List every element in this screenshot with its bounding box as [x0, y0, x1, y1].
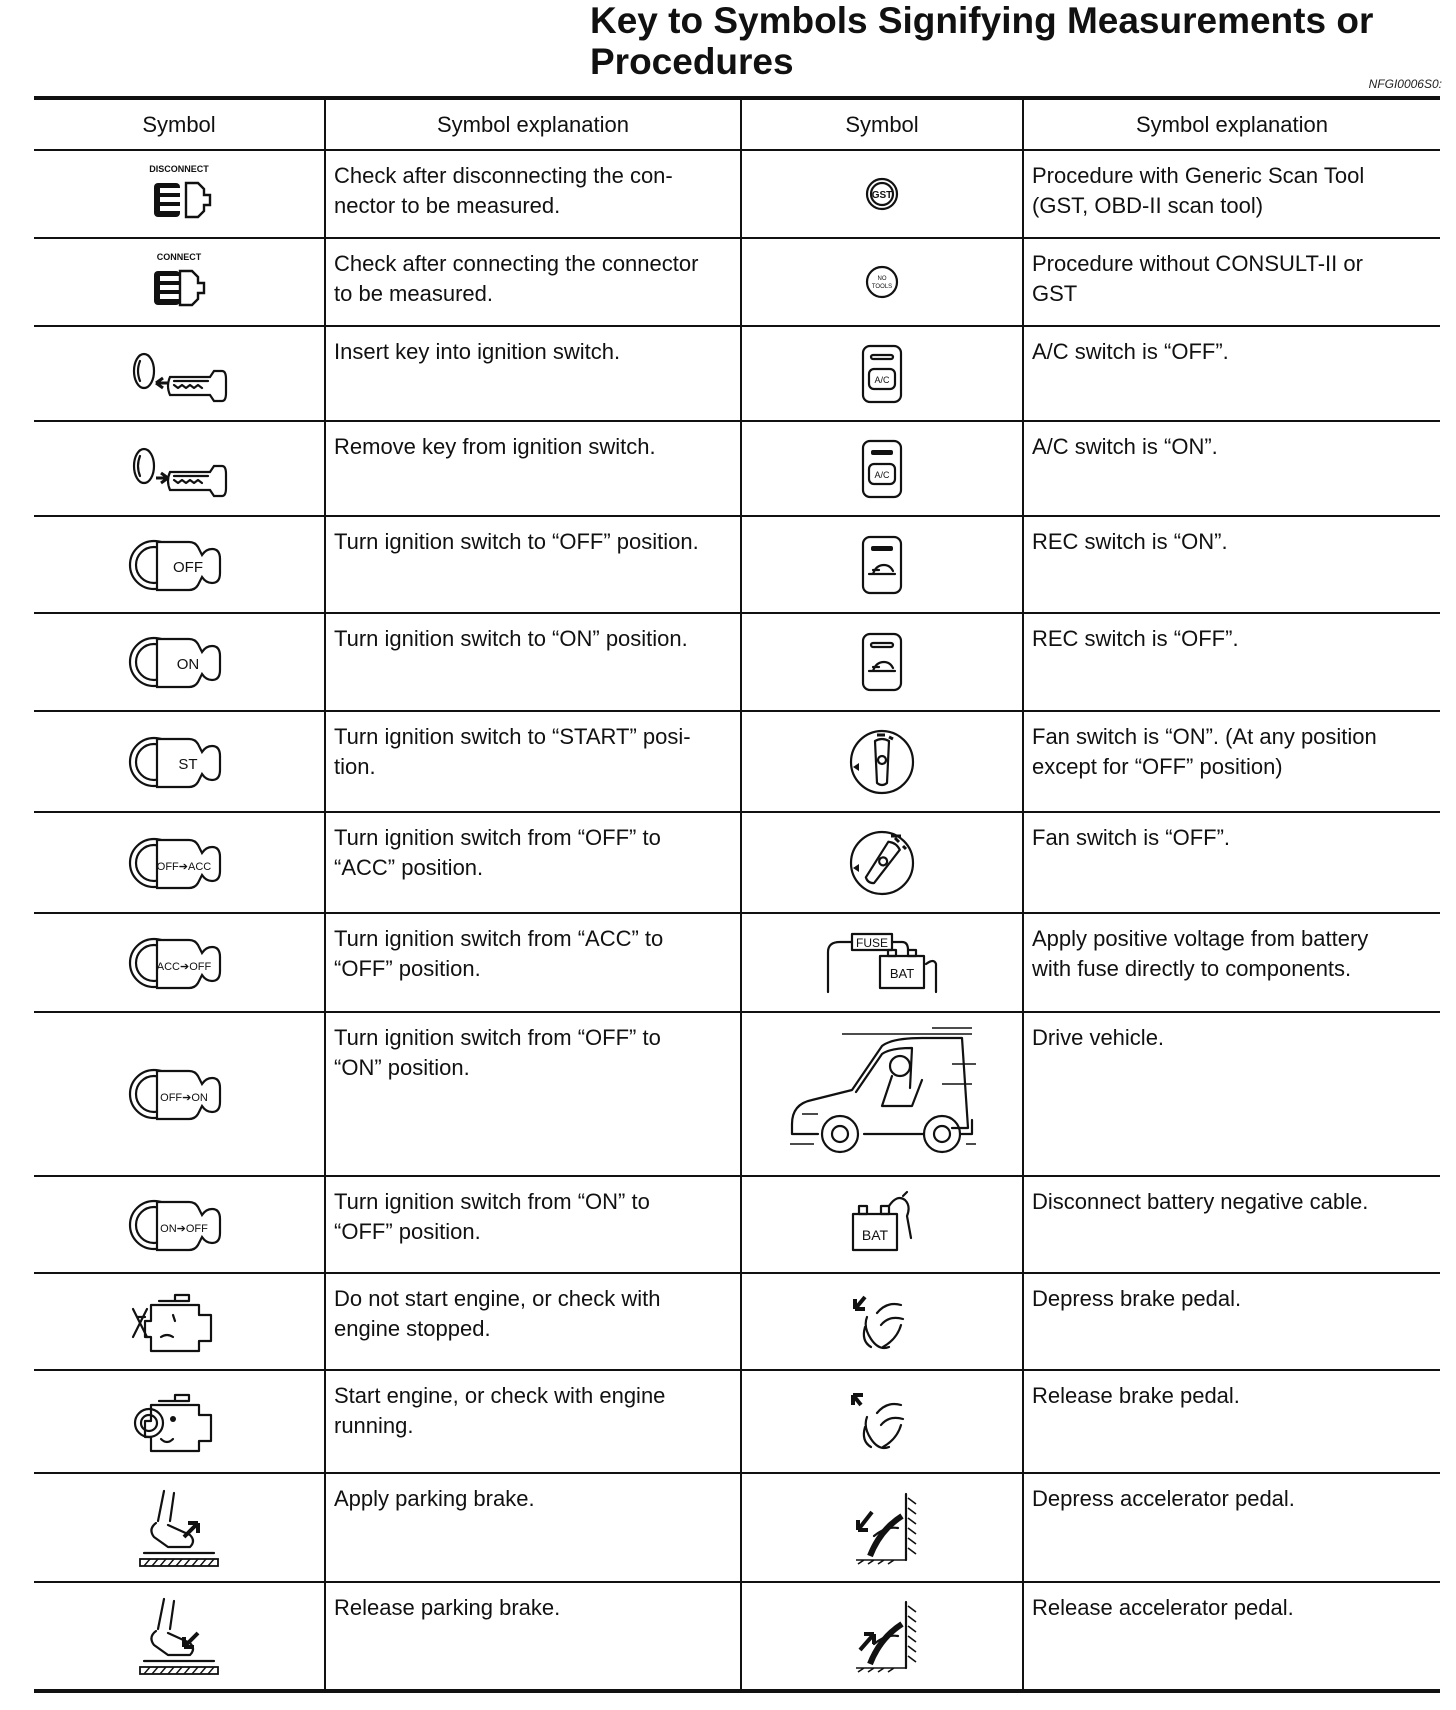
- table-row: [34, 711, 1440, 812]
- symbol-explanation: Fan switch is “ON”. (At any position except for “OFF” position): [1023, 711, 1440, 812]
- symbol-explanation: Insert key into ignition switch.: [325, 326, 741, 421]
- symbol-cell: [34, 421, 325, 516]
- fuse-battery-icon: [822, 935, 942, 981]
- symbol-cell: [741, 913, 1023, 1012]
- apply-parking-brake-icon: [134, 1519, 224, 1536]
- table-row: [34, 421, 1440, 516]
- symbol-cell: [741, 421, 1023, 516]
- table-row: [34, 1176, 1440, 1273]
- symbol-explanation: REC switch is “OFF”.: [1023, 613, 1440, 711]
- connect-connector-icon: [134, 252, 224, 290]
- column-header-explanation: Symbol explanation: [1023, 98, 1440, 150]
- page-title: Key to Symbols Signifying Measurements or Procedures: [590, 0, 1374, 82]
- symbol-cell: [741, 1176, 1023, 1273]
- ignition-on-icon: [124, 653, 234, 673]
- no-tools-icon: [862, 273, 902, 290]
- symbol-explanation: Turn ignition switch to “OFF” position.: [325, 516, 741, 613]
- release-brake-pedal-icon: [847, 1413, 917, 1430]
- table-header-row: [34, 98, 1440, 150]
- symbol-explanation: Release accelerator pedal.: [1023, 1582, 1440, 1691]
- symbol-cell: [34, 1012, 325, 1176]
- svg-text:ST: ST: [178, 755, 198, 773]
- document-code: NFGI0006S0:: [1368, 77, 1442, 91]
- fan-switch-on-icon: [847, 753, 917, 770]
- battery-disconnect-icon: [847, 1216, 917, 1243]
- table-row: [34, 326, 1440, 421]
- symbol-cell: [741, 238, 1023, 326]
- table-row: [34, 1582, 1440, 1691]
- release-parking-brake-icon: [134, 1627, 224, 1644]
- table-row: [34, 1012, 1440, 1176]
- column-header-symbol: Symbol: [34, 98, 325, 150]
- table-row: [34, 516, 1440, 613]
- symbol-explanation: Check after disconnecting the con- nector to be measured.: [325, 150, 741, 238]
- svg-text:BAT: BAT: [861, 1226, 889, 1243]
- symbol-explanation: Apply positive voltage from battery with fuse directly to components.: [1023, 913, 1440, 1012]
- ignition-acc-to-off-icon: [124, 954, 234, 971]
- table-row: [34, 613, 1440, 711]
- svg-text:TOOLS: TOOLS: [871, 284, 893, 290]
- ignition-on-to-off-icon: [124, 1216, 234, 1233]
- table-row: [34, 1473, 1440, 1582]
- svg-text:BAT: BAT: [889, 965, 915, 981]
- symbol-explanation: Turn ignition switch from “ACC” to “OFF” position.: [325, 913, 741, 1012]
- ignition-off-icon: [124, 556, 234, 576]
- depress-brake-pedal-icon: [847, 1313, 917, 1330]
- rec-switch-off-icon: [857, 653, 907, 670]
- symbol-explanation: Drive vehicle.: [1023, 1012, 1440, 1176]
- svg-text:CONNECT: CONNECT: [156, 252, 202, 262]
- symbol-explanation: A/C switch is “ON”.: [1023, 421, 1440, 516]
- symbol-explanation: Turn ignition switch to “ON” position.: [325, 613, 741, 711]
- table-row: [34, 238, 1440, 326]
- svg-text:OFF➔ON: OFF➔ON: [160, 1092, 208, 1104]
- svg-text:ACC➔OFF: ACC➔OFF: [156, 960, 212, 973]
- symbol-cell: [34, 1473, 325, 1582]
- symbol-cell: [741, 150, 1023, 238]
- table-row: [34, 1273, 1440, 1370]
- disconnect-connector-icon: [134, 164, 224, 202]
- symbol-explanation: Turn ignition switch from “ON” to “OFF” position.: [325, 1176, 741, 1273]
- symbol-cell: [741, 812, 1023, 913]
- symbol-cell: [741, 613, 1023, 711]
- symbol-cell: [741, 1012, 1023, 1176]
- symbol-cell: [34, 326, 325, 421]
- depress-accelerator-icon: [846, 1519, 918, 1536]
- symbol-cell: [34, 711, 325, 812]
- symbol-explanation: Check after connecting the connector to be measured.: [325, 238, 741, 326]
- gst-icon: [862, 185, 902, 202]
- symbol-explanation: Turn ignition switch from “OFF” to “ON” position.: [325, 1012, 741, 1176]
- fan-switch-off-icon: [847, 854, 917, 871]
- symbol-cell: [741, 711, 1023, 812]
- symbol-cell: [34, 613, 325, 711]
- svg-text:OFF: OFF: [173, 558, 203, 576]
- remove-key-icon: [124, 460, 234, 477]
- symbol-explanation: Release brake pedal.: [1023, 1370, 1440, 1473]
- symbol-cell: [34, 812, 325, 913]
- symbol-cell: [34, 1273, 325, 1370]
- symbol-cell: [741, 1370, 1023, 1473]
- symbol-cell: [741, 326, 1023, 421]
- symbol-explanation: Procedure with Generic Scan Tool (GST, OBD-II scan tool): [1023, 150, 1440, 238]
- symbol-cell: [741, 1473, 1023, 1582]
- release-accelerator-icon: [846, 1627, 918, 1644]
- symbol-explanation: Apply parking brake.: [325, 1473, 741, 1582]
- rec-switch-on-icon: [857, 556, 907, 573]
- symbol-cell: [34, 1176, 325, 1273]
- svg-text:OFF➔ACC: OFF➔ACC: [156, 860, 212, 873]
- symbol-explanation: Depress brake pedal.: [1023, 1273, 1440, 1370]
- table-row: [34, 913, 1440, 1012]
- symbol-explanation: Do not start engine, or check with engine stopped.: [325, 1273, 741, 1370]
- symbol-cell: [741, 516, 1023, 613]
- svg-text:DISCONNECT: DISCONNECT: [149, 164, 209, 174]
- symbol-explanation: Remove key from ignition switch.: [325, 421, 741, 516]
- symbol-explanation: Turn ignition switch to “START” posi- tion.: [325, 711, 741, 812]
- symbol-explanation: Start engine, or check with engine running.: [325, 1370, 741, 1473]
- engine-running-icon: [131, 1413, 227, 1430]
- symbol-explanation: A/C switch is “OFF”.: [1023, 326, 1440, 421]
- symbol-cell: [741, 1582, 1023, 1691]
- symbol-cell: [34, 1370, 325, 1473]
- symbol-cell: [34, 913, 325, 1012]
- table-row: [34, 1370, 1440, 1473]
- symbols-table: [34, 96, 1440, 1693]
- drive-vehicle-icon: [782, 1085, 982, 1102]
- ignition-off-to-acc-icon: [124, 854, 234, 871]
- symbol-explanation: Turn ignition switch from “OFF” to “ACC” position.: [325, 812, 741, 913]
- symbol-explanation: Procedure without CONSULT-II or GST: [1023, 238, 1440, 326]
- symbol-explanation: REC switch is “ON”.: [1023, 516, 1440, 613]
- ignition-start-icon: [124, 753, 234, 773]
- table-row: [34, 812, 1440, 913]
- symbol-explanation: Disconnect battery negative cable.: [1023, 1176, 1440, 1273]
- insert-key-icon: [124, 365, 234, 382]
- column-header-explanation: Symbol explanation: [325, 98, 741, 150]
- symbol-cell: [34, 516, 325, 613]
- engine-stopped-icon: [131, 1313, 227, 1330]
- symbol-cell: [34, 238, 325, 326]
- svg-text:A/C: A/C: [874, 374, 890, 385]
- svg-text:GST: GST: [871, 190, 893, 201]
- column-header-symbol: Symbol: [741, 98, 1023, 150]
- ac-switch-off-icon: [857, 365, 907, 385]
- symbol-explanation: Release parking brake.: [325, 1582, 741, 1691]
- svg-text:FUSE: FUSE: [855, 935, 889, 950]
- svg-text:ON➔OFF: ON➔OFF: [160, 1222, 208, 1235]
- ignition-off-to-on-icon: [124, 1085, 234, 1102]
- symbol-cell: [741, 1273, 1023, 1370]
- symbol-cell: [34, 150, 325, 238]
- svg-text:NO: NO: [877, 276, 887, 282]
- svg-text:ON: ON: [176, 656, 200, 673]
- symbol-explanation: Fan switch is “OFF”.: [1023, 812, 1440, 913]
- ac-switch-on-icon: [857, 460, 907, 480]
- symbol-cell: [34, 1582, 325, 1691]
- table-row: [34, 150, 1440, 238]
- symbol-explanation: Depress accelerator pedal.: [1023, 1473, 1440, 1582]
- svg-text:A/C: A/C: [874, 469, 890, 480]
